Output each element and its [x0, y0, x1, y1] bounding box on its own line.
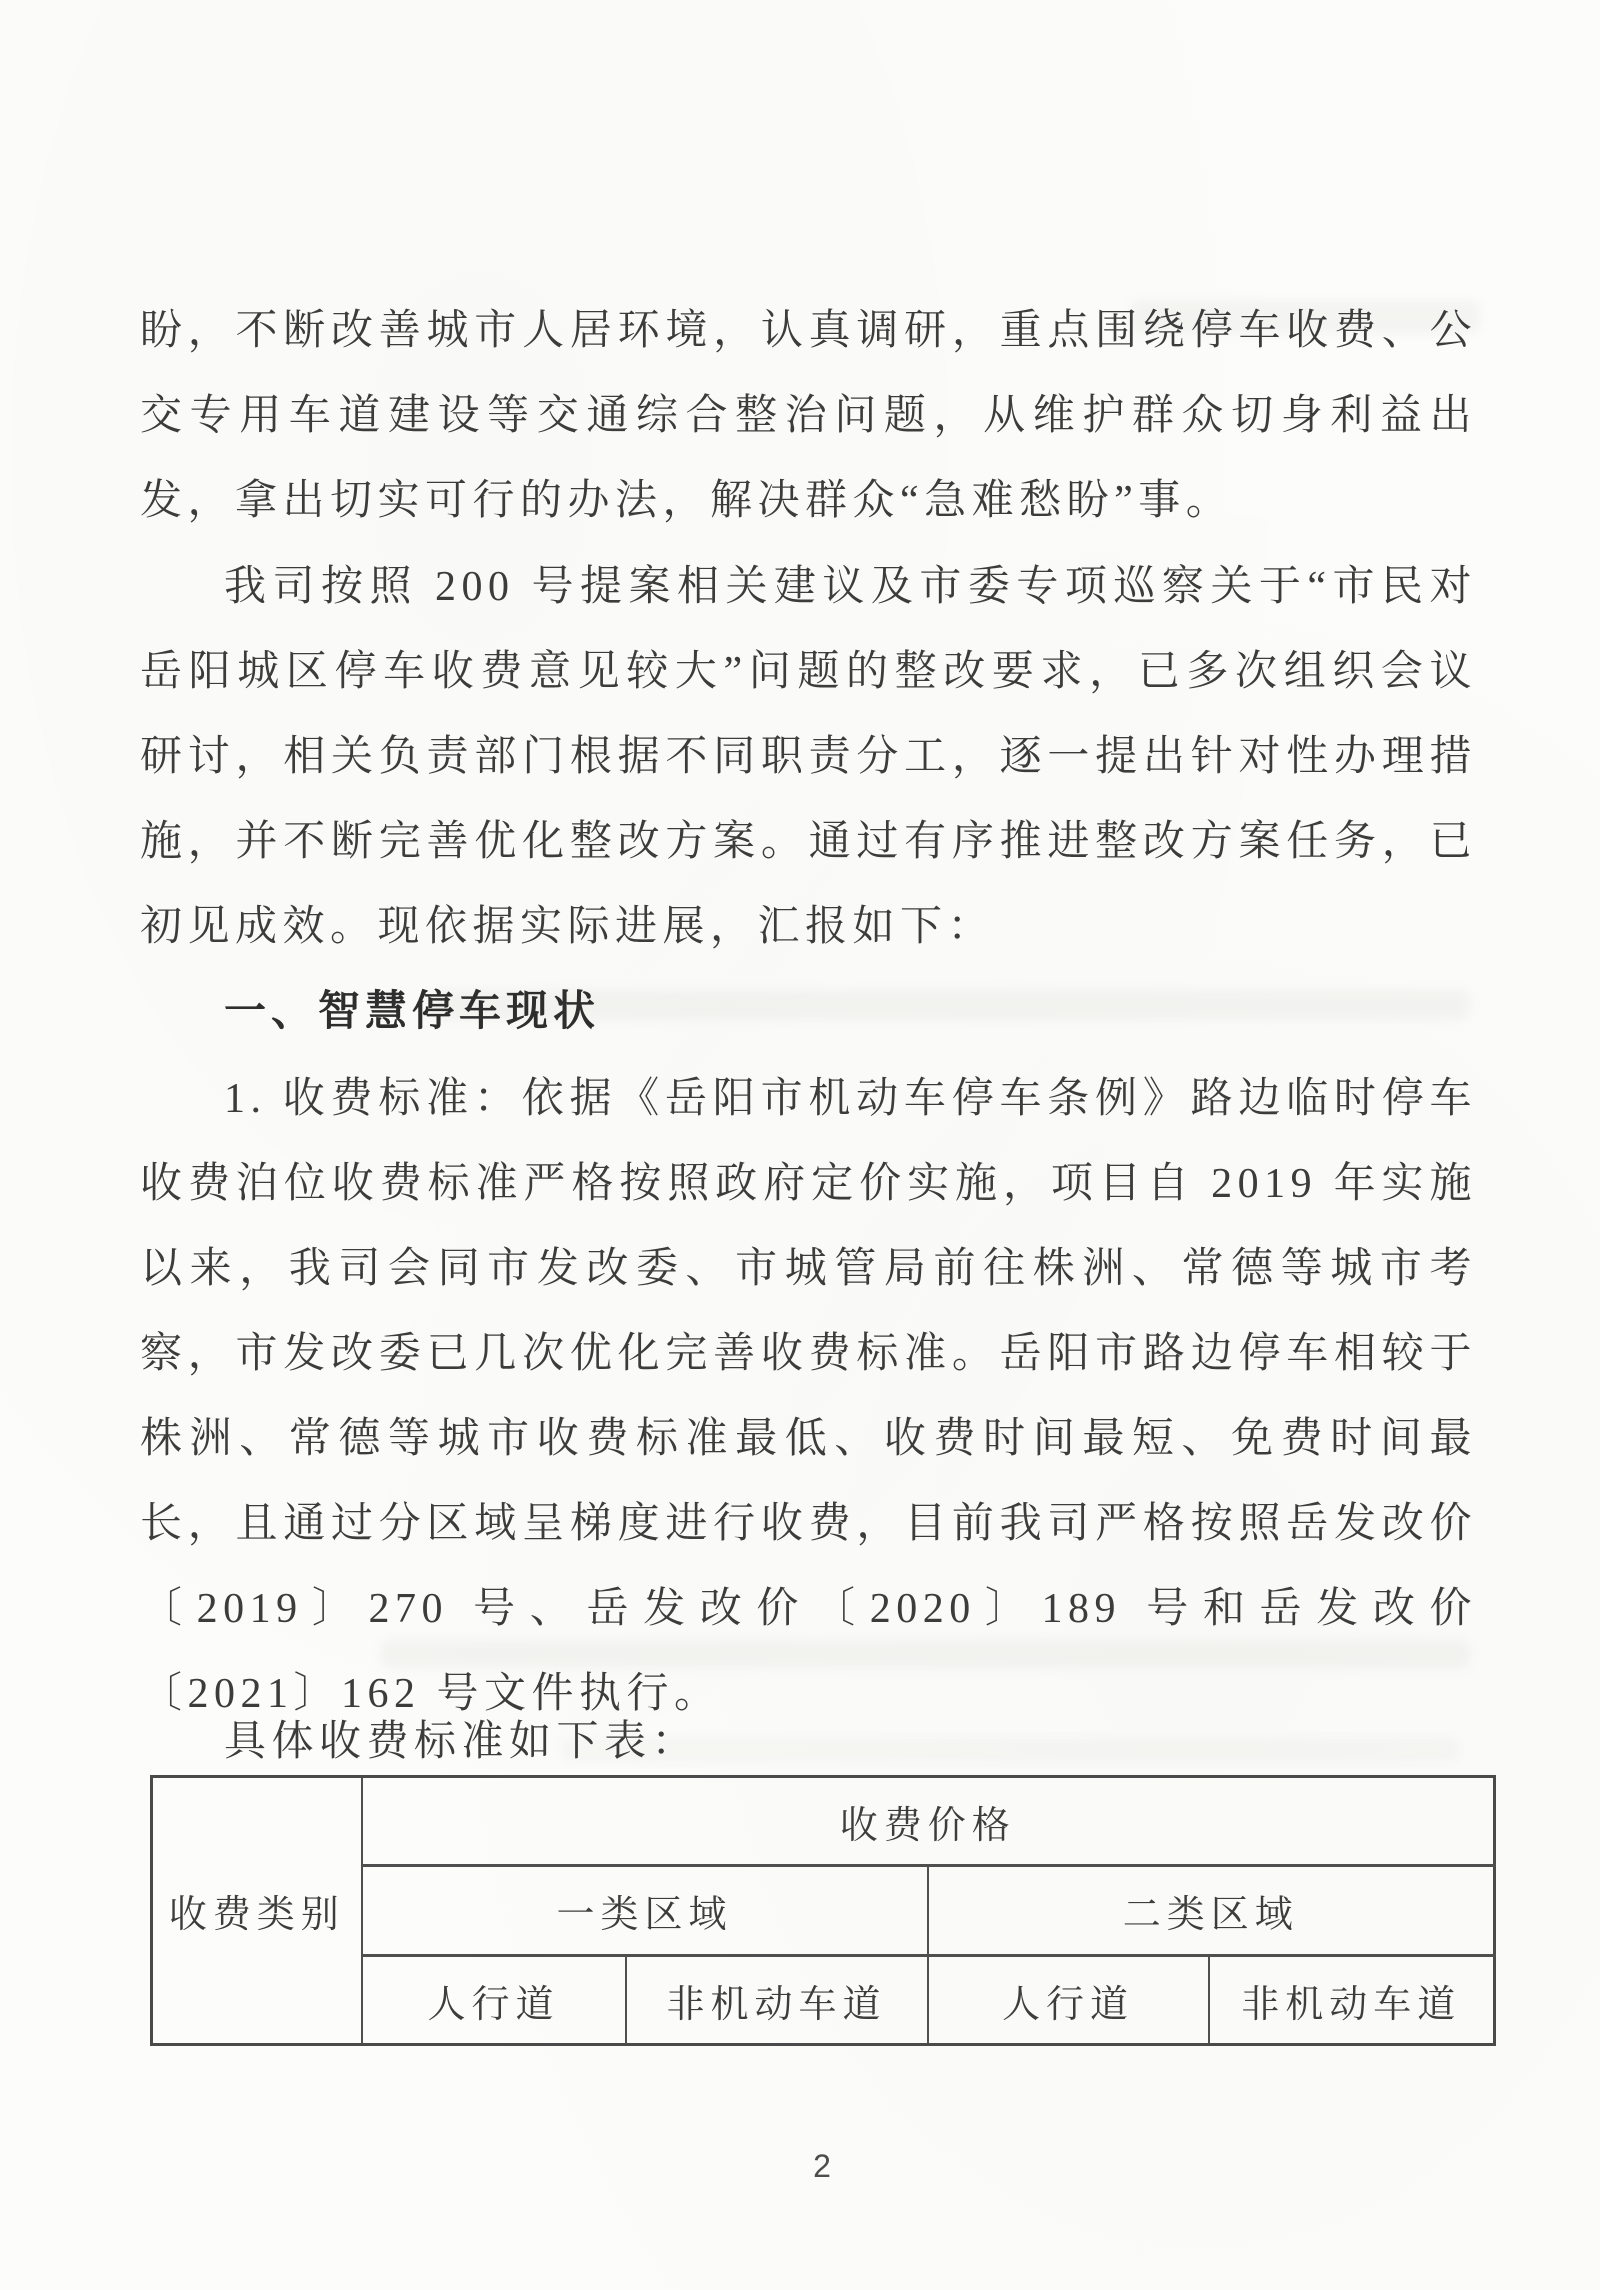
fee-table-zone1-nonmotor-header: 非机动车道: [626, 1956, 928, 2045]
fee-standard-table: [150, 1775, 1496, 2046]
page-number: 2: [813, 2148, 831, 2184]
fee-table-category-header: 收费类别: [152, 1777, 362, 2045]
fee-table-zone2-nonmotor-header: 非机动车道: [1209, 1956, 1495, 2045]
fee-table-zone1-header: 一类区域: [362, 1866, 928, 1956]
section-heading-smart-parking-status: 一、智慧停车现状: [224, 987, 601, 1034]
fee-table-zone2-header: 二类区域: [928, 1866, 1495, 1956]
paragraph-rectification-progress: 我司按照 200 号提案相关建议及市委专项巡察关于“市民对岳阳城区停车收费意见较大”问题的整改要求，已多次组织会议研讨，相关负责部门根据不同职责分工，逐一提出针对性办理措施，并不断完善优化整改方案。通过有序推进整改方案任务，已初见成效。现依据实际进展，汇报如下：: [140, 564, 1477, 950]
fee-table-zone2-sidewalk-header: 人行道: [928, 1956, 1209, 2045]
fee-table-price-header: 收费价格: [362, 1777, 1495, 1866]
paragraph-continuation: 盼，不断改善城市人居环境，认真调研，重点围绕停车收费、公交专用车道建设等交通综合整治问题，从维护群众切身利益出发，拿出切实可行的办法，解决群众“急难愁盼”事。: [140, 308, 1477, 524]
paragraph-fee-standard: 1. 收费标准：依据《岳阳市机动车停车条例》路边临时停车收费泊位收费标准严格按照政府定价实施，项目自 2019 年实施以来，我司会同市发改委、市城管局前往株洲、常德等城市考察，市发改委已几次优化完善收费标准。岳阳市路边停车相较于株洲、常德等城市收费标准最低、收费时间最短、免费时间最长，且通过分区域呈梯度进行收费，目前我司严格按照岳发改价〔2019〕270 号、岳发改价〔2020〕189 号和岳发改价〔2021〕162 号文件执行。: [140, 1076, 1477, 1717]
paragraph-table-intro: 具体收费标准如下表：: [224, 1719, 700, 1765]
fee-table-zone1-sidewalk-header: 人行道: [362, 1956, 626, 2045]
